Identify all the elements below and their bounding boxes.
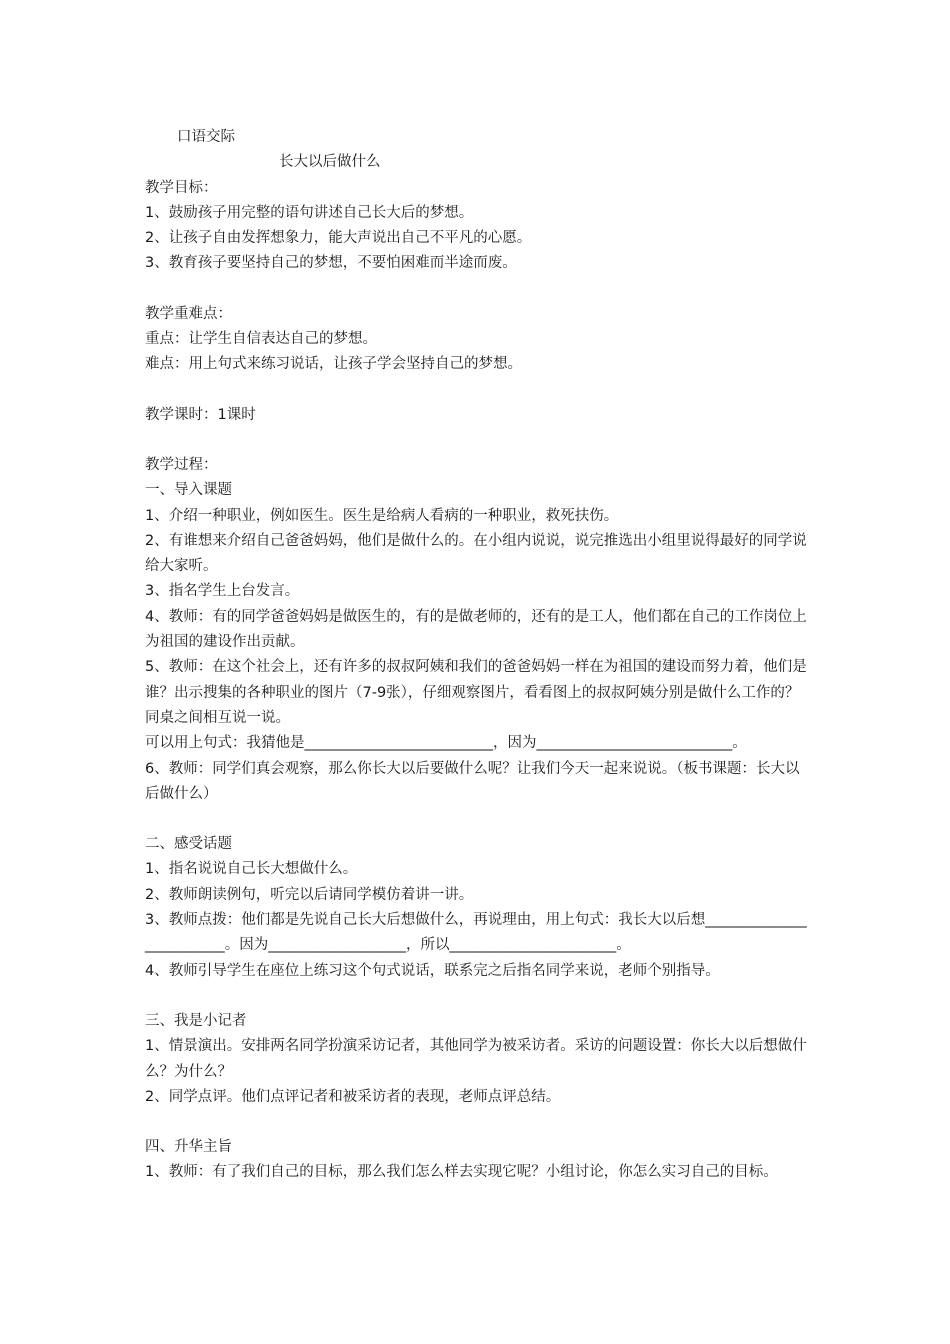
key-points-header: 教学重难点： (145, 305, 232, 322)
sentence-pattern: 可以用上句式：我猜他是__________________________，因为___________________________。 (145, 735, 747, 752)
section-paragraph: 1、情景演出。安排两名同学扮演采访记者，其他同学为被采访者。采访的问题设置：你长大以后想做什么？为什么？ (145, 1038, 807, 1080)
section-title: 一、导入课题 (145, 482, 232, 499)
process-header: 教学过程： (145, 456, 218, 473)
section-paragraph: 4、教师引导学生在座位上练习这个句式说话，联系完之后指名同学来说，老师个别指导。 (145, 962, 720, 979)
section-title: 二、感受话题 (145, 836, 232, 853)
section-paragraph: 2、有谁想来介绍自己爸爸妈妈，他们是做什么的。在小组内说说，说完推选出小组里说得最好的同学说给大家听。 (145, 532, 807, 575)
section-paragraph: 2、同学点评。他们点评记者和被采访者的表现，老师点评总结。 (145, 1088, 561, 1105)
section-title: 四、升华主旨 (145, 1139, 232, 1156)
section-paragraph: 5、教师：在这个社会上，还有许多的叔叔阿姨和我们的爸爸妈妈一样在为祖国的建设而努力着，他们是谁？出示搜集的各种职业的图片（7-9张），仔细观察图片，看看图上的叔叔阿姨分别是做什么工作的？同桌之间相互说一说。 (145, 659, 807, 726)
goal-item: 1、鼓励孩子用完整的语句讲述自己长大后的梦想。 (145, 204, 474, 221)
section-paragraph: 1、指名说说自己长大想做什么。 (145, 861, 358, 878)
goal-item: 2、让孩子自由发挥想象力，能大声说出自己不平凡的心愿。 (145, 230, 532, 247)
spacer (145, 378, 807, 403)
section-paragraph: 4、教师：有的同学爸爸妈妈是做医生的，有的是做老师的，还有的是工人，他们都在自己的工作岗位上为祖国的建设作出贡献。 (145, 608, 807, 651)
section-paragraph: 6、教师：同学们真会观察，那么你长大以后要做什么呢？让我们今天一起来说说。（板书课题：长大以后做什么） (145, 760, 800, 802)
key-point-difficulty: 难点：用上句式来练习说话，让孩子学会坚持自己的梦想。 (145, 356, 522, 373)
section-paragraph: 1、介绍一种职业，例如医生。医生是给病人看病的一种职业，救死扶伤。 (145, 507, 619, 524)
document-body (145, 125, 807, 1186)
goals-header: 教学目标： (145, 179, 218, 196)
spacer (145, 277, 807, 302)
section-paragraph: 3、教师点拨：他们都是先说自己长大后想做什么，再说理由，用上句式：我长大以后想_________________________。因为___________________，所以_______________________。 (145, 912, 807, 954)
key-point-focus: 重点：让学生自信表达自己的梦想。 (145, 331, 377, 348)
doc-main-title: 长大以后做什么 (279, 154, 381, 171)
spacer (145, 428, 807, 453)
section-paragraph: 2、教师朗读例句，听完以后请同学模仿着讲一讲。 (145, 886, 474, 903)
spacer (145, 807, 807, 832)
section-paragraph: 1、教师：有了我们自己的目标，那么我们怎么样去实现它呢？小组讨论，你怎么实习自己的目标。 (145, 1164, 778, 1181)
class-hours: 教学课时：1课时 (145, 406, 256, 423)
section-title: 三、我是小记者 (145, 1012, 247, 1029)
goal-item: 3、教育孩子要坚持自己的梦想，不要怕困难而半途而废。 (145, 255, 517, 272)
section-paragraph: 3、指名学生上台发言。 (145, 583, 300, 600)
spacer (145, 1110, 807, 1135)
doc-category-title: 口语交际 (177, 129, 235, 145)
spacer (145, 984, 807, 1009)
